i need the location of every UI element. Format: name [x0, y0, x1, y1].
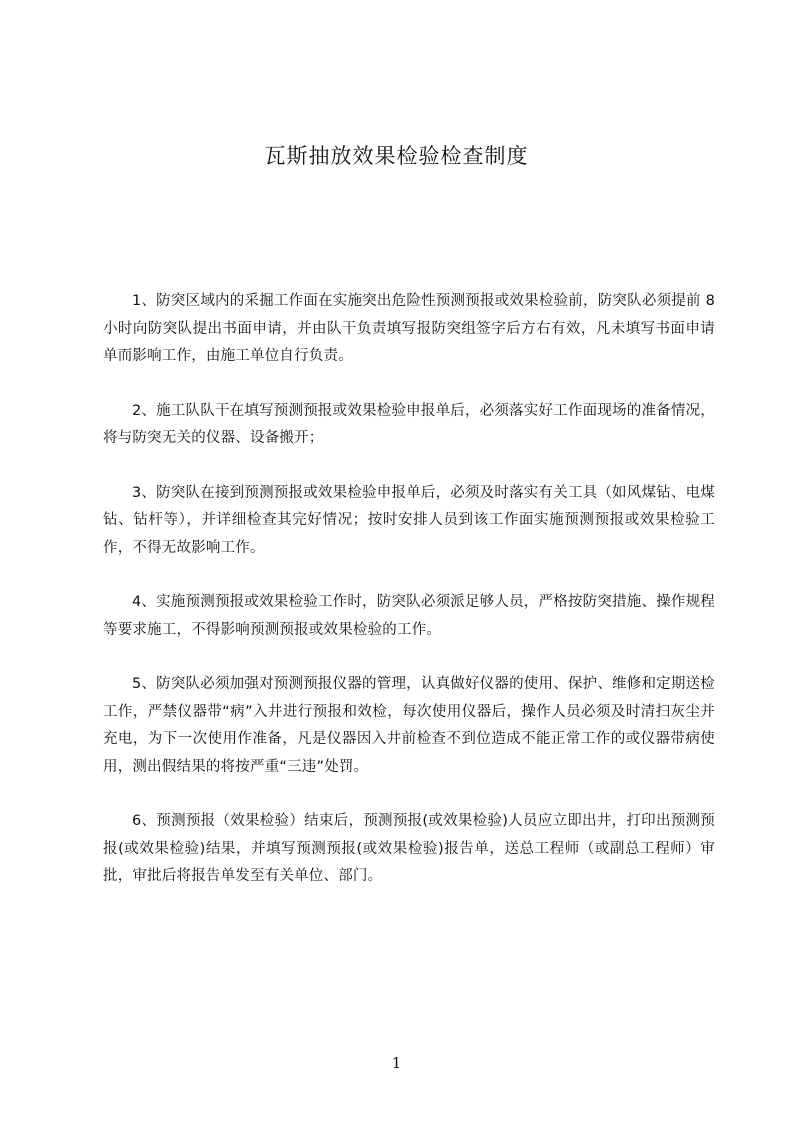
document-title: 瓦斯抽放效果检验检查制度 [264, 144, 529, 168]
paragraph-1: 1、防突区域内的采掘工作面在实施突出危险性预测预报或效果检验前，防突队必须提前 8 小时向防突队提出书面申请，并由队干负责填写报防突组签字后方右有效，凡未填写书面申请单而影响工作，由施工单位自行负责。 [103, 293, 715, 364]
paragraph-4: 4、实施预测预报或效果检验工作时，防突队必须派足够人员，严格按防突措施、操作规程等要求施工，不得影响预测预报或效果检验的工作。 [103, 594, 715, 638]
paragraph-5: 5、防突队必须加强对预测预报仪器的管理，认真做好仪器的使用、保护、维修和定期送检工作，严禁仪器带“病”入井进行预报和效检，每次使用仪器后，操作人员必须及时清扫灰尘并充电，为下一次使用作准备，凡是仪器因入井前检查不到位造成不能正常工作的或仪器带病使用，测出假结果的将按严重“三违”处罚。 [103, 676, 715, 775]
page-number: 1 [391, 1054, 402, 1072]
paragraph-2: 2、施工队队干在填写预测预报或效果检验申报单后，必须落实好工作面现场的准备情况，将与防突无关的仪器、设备搬开； [103, 402, 715, 446]
paragraph-6: 6、预测预报（效果检验）结束后，预测预报(或效果检验)人员应立即出井，打印出预测预报(或效果检验)结果，并填写预测预报(或效果检验)报告单，送总工程师（或副总工程师）审批，审批后将报告单发至有关单位、部门。 [103, 813, 715, 884]
document-body [103, 288, 715, 918]
paragraph-3: 3、防突队在接到预测预报或效果检验申报单后，必须及时落实有关工具（如风煤钻、电煤钻、钻杆等），并详细检查其完好情况；按时安排人员到该工作面实施预测预报或效果检验工作，不得无故影响工作。 [103, 484, 715, 556]
